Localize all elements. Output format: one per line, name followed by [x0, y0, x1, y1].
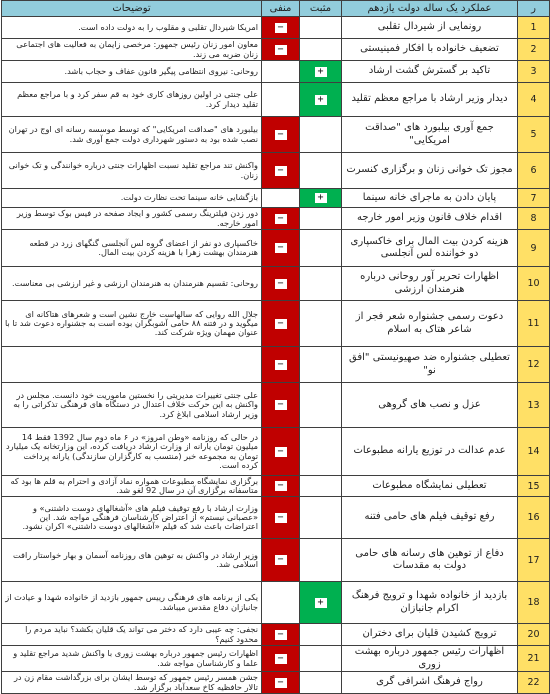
table-row [2, 83, 550, 117]
row-description: یکی از برنامه های فرهنگی رییس جمهور بازدید از خانواده شهدا و عیادت از جانبازان دفاع مقدس میباشد. [2, 582, 262, 624]
row-description: در حالی که روزنامه «وطن امروز» در ۶ ماه دوم سال 1392 فقط 14 میلیون تومان یارانه از وزارت ارشاد دریافت کرده، این وزارتخانه یک میلیارد تومان به مجموعه خبر (منتسب به کارگزاران سازندگی) یارانه پرداخت کرده است. [2, 428, 262, 476]
row-title: اقدام خلاف قانون وزیر امور خارجه [342, 208, 518, 230]
row-description: بیلبورد های "صداقت امریکایی" که توسط موسسه رسانه ای اوج در تهران نصب شده بود به دستور شهرداری دولت جمع آوری شد. [2, 117, 262, 153]
row-title: تاکید بر گسترش گشت ارشاد [342, 61, 518, 83]
minus-icon: − [275, 481, 287, 491]
row-title: مجوز تک خوانی زنان و برگزاری کنسرت [342, 153, 518, 189]
row-description: روحانی: تقسیم هنرمندان به هنرمندان ارزشی و غیر ارزشی بی معناست. [2, 267, 262, 301]
negative-cell [262, 347, 300, 383]
row-title: رفع توقیف فیلم های حامی فتنه [342, 497, 518, 539]
row-number: 3 [518, 61, 550, 83]
table-row [2, 189, 550, 208]
negative-cell [262, 476, 300, 497]
row-description: واکنش تند مراجع تقلید نسبت اظهارات جنتی درباره خوانندگی و تک خوانی زنان. [2, 153, 262, 189]
row-title: رواج فرهنگ اشرافی گری [342, 672, 518, 694]
minus-icon: − [275, 23, 287, 33]
minus-icon: − [275, 513, 287, 523]
positive-cell [300, 646, 342, 672]
positive-cell [300, 301, 342, 347]
header-title: عملکرد یک ساله دولت یازدهم [342, 1, 518, 17]
minus-icon: − [275, 130, 287, 140]
table-row [2, 301, 550, 347]
row-number: 8 [518, 208, 550, 230]
row-description: جلال الله روایی که سالهاست خارج نشین است و شعرهای هتاکانه ای میگوید و در فتنه ۸۸ حامی آشوبگران بوده است به جشنواره دعوت شد تا با عنوان مهمان ویژه شرکت کند. [2, 301, 262, 347]
negative-cell [262, 17, 300, 39]
table-row [2, 61, 550, 83]
table-row [2, 624, 550, 646]
negative-cell [262, 189, 300, 208]
row-title: جمع آوری بیلبورد های "صداقت امریکایی" [342, 117, 518, 153]
table-row [2, 582, 550, 624]
positive-cell [300, 672, 342, 694]
row-title: اظهارات رئیس جمهور درباره بهشت زوری [342, 646, 518, 672]
plus-icon: + [315, 95, 327, 105]
header-positive: مثبت [300, 1, 342, 17]
negative-cell [262, 582, 300, 624]
positive-cell [300, 117, 342, 153]
row-title: دفاع از توهین های رسانه های حامی دولت به مقدسات [342, 539, 518, 582]
minus-icon: − [275, 400, 287, 410]
row-description: وزارت ارشاد با رفع توقیف فیلم های «آشغالهای دوست داشتنی» و «عصبانی نیستم» از اعتراض کارشناسان فرهنگی مواجه شد. این اعتراضات باعث شد که فیلم «آشغالهای دوست داشتنی» اکران نشود. [2, 497, 262, 539]
table-row [2, 17, 550, 39]
row-number: 16 [518, 497, 550, 539]
negative-cell [262, 428, 300, 476]
negative-cell [262, 230, 300, 267]
row-title: دیدار وزیر ارشاد با مراجع معظم تقلید [342, 83, 518, 117]
row-number: 15 [518, 476, 550, 497]
minus-icon: − [275, 214, 287, 224]
row-number: 17 [518, 539, 550, 582]
row-description: روحانی: نیروی انتظامی پیگیر قانون عفاف و حجاب باشد. [2, 61, 262, 83]
row-description: اظهارات رئیس جمهور درباره بهشت زوری با واکنش شدید مراجع تقلید و علما و کارشناسان مواجه شد. [2, 646, 262, 672]
negative-cell [262, 117, 300, 153]
row-number: 11 [518, 301, 550, 347]
table-row [2, 117, 550, 153]
row-number: 22 [518, 672, 550, 694]
negative-cell [262, 383, 300, 428]
positive-cell [300, 383, 342, 428]
performance-table [1, 0, 550, 694]
positive-cell [300, 208, 342, 230]
row-title: تضعیف خانواده با افکار فمینیستی [342, 39, 518, 61]
row-description: علی جنتی تغییرات مدیریتی را نخستین ماموریت خود دانست. مجلس در واکنش به این حرکت خلاف اعتدال در دستگاه های فرهنگی تذکراتی را به وزیر ارشاد اسلامی ابلاغ کرد. [2, 383, 262, 428]
table-row [2, 672, 550, 694]
positive-cell [300, 83, 342, 117]
table-row [2, 476, 550, 497]
header-row [2, 1, 550, 17]
row-number: 14 [518, 428, 550, 476]
table-row [2, 497, 550, 539]
minus-icon: − [275, 630, 287, 640]
negative-cell [262, 83, 300, 117]
table-row [2, 539, 550, 582]
negative-cell [262, 208, 300, 230]
row-number: 18 [518, 582, 550, 624]
row-description: علی جنتی در اولین روزهای کاری خود به قم سفر کرد و با مراجع معظم تقلید دیدار کرد. [2, 83, 262, 117]
row-title: اظهارات تحریر آور روحانی درباره هنرمندان ارزشی [342, 267, 518, 301]
positive-cell [300, 624, 342, 646]
row-title: دعوت رسمی جشنواره شعر فجر از شاعر هتاک به اسلام [342, 301, 518, 347]
row-title: عدم عدالت در توزیع یارانه مطبوعات [342, 428, 518, 476]
header-number: ر [518, 1, 550, 17]
minus-icon: − [275, 447, 287, 457]
negative-cell [262, 39, 300, 61]
plus-icon: + [315, 193, 327, 203]
minus-icon: − [275, 243, 287, 253]
row-title: هزینه کردن بیت المال برای خاکسپاری دو خواننده لس آنجلسی [342, 230, 518, 267]
header-description: توضیحات [2, 1, 262, 17]
table-row [2, 347, 550, 383]
table-row [2, 39, 550, 61]
positive-cell [300, 582, 342, 624]
minus-icon: − [275, 166, 287, 176]
row-description: برگزاری نمایشگاه مطبوعات همواره نماد آزادی و احترام به قلم ها بود که متاسفانه برگزاری آن در سال 92 لغو شد. [2, 476, 262, 497]
plus-icon: + [315, 598, 327, 608]
table-row [2, 646, 550, 672]
negative-cell [262, 497, 300, 539]
positive-cell [300, 497, 342, 539]
table-row [2, 383, 550, 428]
row-number: 1 [518, 17, 550, 39]
row-description: وزیر ارشاد در واکنش به توهین های روزنامه آسمان و بهار خواستار رافت اسلامی شد. [2, 539, 262, 582]
positive-cell [300, 347, 342, 383]
row-description: دور زدن فیلترینگ رسمی کشور و ایجاد صفحه در فیس بوک توسط وزیر امور خارجه. [2, 208, 262, 230]
positive-cell [300, 39, 342, 61]
negative-cell [262, 539, 300, 582]
row-title: عزل و نصب های گروهی [342, 383, 518, 428]
row-number: 6 [518, 153, 550, 189]
table-row [2, 153, 550, 189]
minus-icon: − [275, 678, 287, 688]
row-description: بازگشایی خانه سینما تحت نظارت دولت. [2, 189, 262, 208]
positive-cell [300, 539, 342, 582]
plus-icon: + [315, 67, 327, 77]
minus-icon: − [275, 45, 287, 55]
positive-cell [300, 428, 342, 476]
row-description: معاون امور زنان رئیس جمهور: مرخصی زایمان به فعالیت های اجتماعی زنان ضربه می زند. [2, 39, 262, 61]
negative-cell [262, 61, 300, 83]
positive-cell [300, 61, 342, 83]
row-description: جشن همسر رئیس جمهور که توسط ایشان برای بزرگداشت مقام زن در تالار حافظیه کاخ سعدآباد برگزار شد. [2, 672, 262, 694]
row-number: 12 [518, 347, 550, 383]
row-title: ترویج کشیدن قلیان برای دختران [342, 624, 518, 646]
negative-cell [262, 646, 300, 672]
table-row [2, 428, 550, 476]
positive-cell [300, 476, 342, 497]
negative-cell [262, 301, 300, 347]
negative-cell [262, 672, 300, 694]
row-number: 2 [518, 39, 550, 61]
row-number: 13 [518, 383, 550, 428]
negative-cell [262, 624, 300, 646]
positive-cell [300, 17, 342, 39]
row-title: تعطیلی نمایشگاه مطبوعات [342, 476, 518, 497]
row-description: خاکسپاری دو نفر از اعضای گروه لس آنجلسی گنگهای زرد در قطعه هنرمندان بهشت زهرا با هزینه کردن بیت المال. [2, 230, 262, 267]
positive-cell [300, 230, 342, 267]
table-row [2, 267, 550, 301]
row-description: امریکا شیردال تقلبی و مقلوب را به دولت داده است. [2, 17, 262, 39]
minus-icon: − [275, 360, 287, 370]
row-number: 10 [518, 267, 550, 301]
row-number: 5 [518, 117, 550, 153]
row-description: نجفی: چه عیبی دارد که دختر می تواند یک قلیان بکشد؟ نباید مردم را محدود کنیم؟ [2, 624, 262, 646]
row-title: بازدید از خانواده شهدا و ترویج فرهنگ اکرام جانبازان [342, 582, 518, 624]
minus-icon: − [275, 654, 287, 664]
positive-cell [300, 267, 342, 301]
row-description [2, 347, 262, 383]
row-title: رونمایی از شیردال تقلبی [342, 17, 518, 39]
row-number: 21 [518, 646, 550, 672]
minus-icon: − [275, 319, 287, 329]
minus-icon: − [275, 555, 287, 565]
table-row [2, 230, 550, 267]
row-number: 20 [518, 624, 550, 646]
minus-icon: − [275, 279, 287, 289]
row-number: 7 [518, 189, 550, 208]
header-negative: منفی [262, 1, 300, 17]
row-number: 9 [518, 230, 550, 267]
table-row [2, 208, 550, 230]
negative-cell [262, 153, 300, 189]
negative-cell [262, 267, 300, 301]
positive-cell [300, 153, 342, 189]
row-title: پایان دادن به ماجرای خانه سینما [342, 189, 518, 208]
row-number: 4 [518, 83, 550, 117]
row-title: تعطیلی جشنواره ضد صهیونیستی "افق نو" [342, 347, 518, 383]
positive-cell [300, 189, 342, 208]
